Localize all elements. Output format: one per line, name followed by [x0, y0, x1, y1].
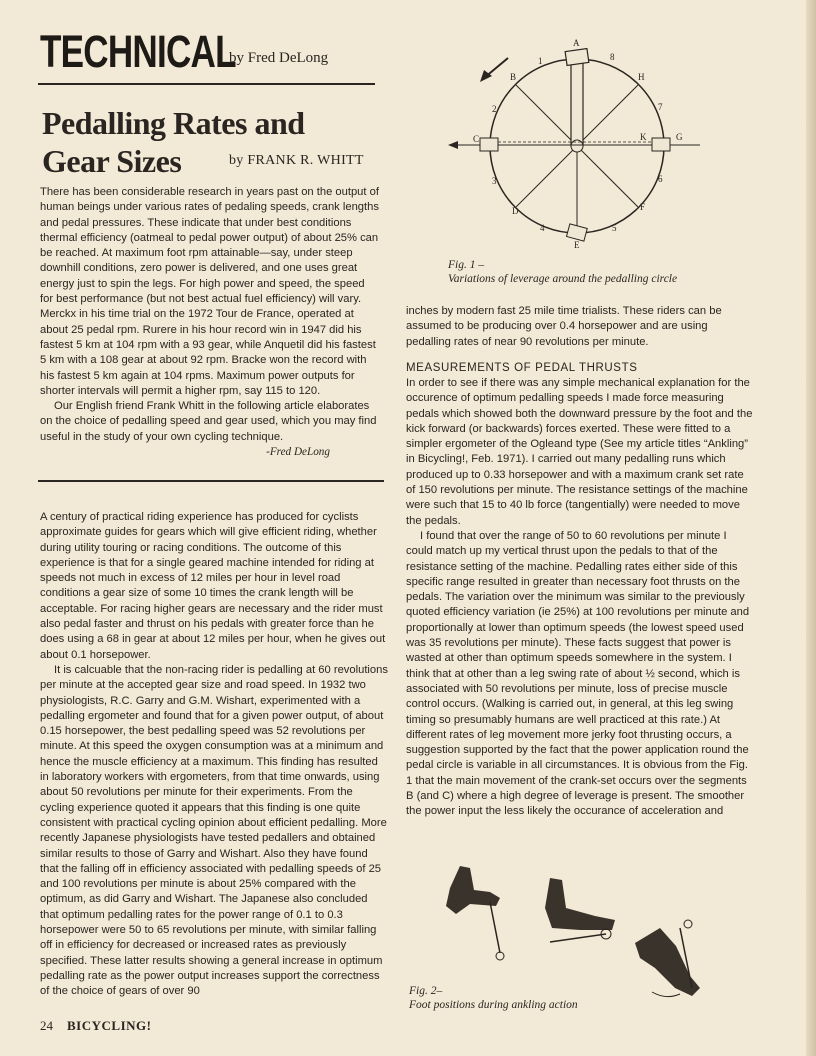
intro-paragraph-1: There has been considerable research in years past on the output of human beings under various rates of pedaling speeds, crank lengths and pedal pressures. These indicate that under best conditions thermal efficiency (oatmeal to pedal power output) of about 25% can be reached. At maximum foot rpm attainable—say, under steep downhill conditions, zero power is delivered, and one uses great energy just to spin the legs. For high power and speed, the speed for best performance (but not best actual fuel efficiency) will vary. Merckx in his time trial on the 1972 Tour de France, operated at about 25 pedal rpm. Rurere in his hour record win in 1947 did his fastest 5 km at 104 rpm with a 93 gear, while Anquetil did his fastest 5 km with a 108 gear at about 92 rpm. Bracke won the record with his fastest 5 km again at 104 rpms. Maximum power outputs for shorter intervals will permit a higher rpm, say 115 to 120.: [40, 186, 379, 397]
arrow-icon: [480, 58, 508, 82]
foot-icon-2: [545, 878, 615, 942]
crank-arm: [565, 49, 589, 152]
intro-rule: [38, 480, 384, 482]
publication-name: BICYCLING!: [67, 1018, 152, 1033]
figure-1-label: Fig. 1 –: [448, 259, 485, 271]
fig1-label-6: 6: [658, 174, 663, 184]
page-edge: [806, 0, 816, 1056]
fig1-label-c: C: [473, 134, 480, 144]
subheading: MEASUREMENTS OF PEDAL THRUSTS: [406, 362, 638, 374]
pedal-e: [566, 224, 587, 241]
pedal-g: [652, 138, 670, 151]
figure-2-caption: [409, 984, 578, 1012]
left-arrow-icon: [448, 141, 458, 149]
right-column: [406, 376, 754, 820]
fig1-label-k: K: [640, 132, 647, 142]
intro-paragraph-2-text: Our English friend Frank Whitt in the following article elaborates on the choice of pedalling speed and gear used, which you may find useful in the study of your own cycling technique.: [40, 400, 377, 443]
figure-2-label: Fig. 2–: [409, 985, 443, 997]
fig1-label-5: 5: [612, 223, 617, 233]
article-title-line2: Gear Sizes: [42, 143, 182, 179]
page-number: 24: [40, 1018, 53, 1033]
figure-1-caption-text: Variations of leverage around the pedalling circle: [448, 273, 678, 285]
fig1-label-h: H: [638, 72, 645, 82]
fig1-label-4: 4: [540, 223, 545, 233]
foot-icon-3: [635, 920, 700, 997]
right-column-top: [406, 304, 754, 350]
intro-paragraph-2: [40, 399, 380, 459]
section-title: TECHNICAL: [40, 26, 236, 77]
fig1-label-a: A: [573, 38, 580, 48]
fig1-label-e: E: [574, 240, 580, 250]
foot-icon-1: [446, 866, 504, 960]
fig1-label-3: 3: [492, 176, 497, 186]
left-paragraph-1: A century of practical riding experience has produced for cyclists approximate guides for gears which will give efficient riding, whether during utility touring or racing conditions. The outcome of this experience is that for a single geared machine intended for riding at speeds not much in excess of 12 miles per hour in level road conditions a gear size of some 10 times the crank length will be acceptable. For racing higher gears are necessary and the rider must also pedal faster and thrust on his pedals with greater force than he does using a 68 in gear at about 12 miles per hour, when he gives out about 0.1 horsepower.: [40, 511, 386, 661]
fig1-label-8: 8: [610, 52, 615, 62]
right-paragraph-1: inches by modern fast 25 mile time trialists. These riders can be assumed to be producing over 0.4 horsepower and are using pedalling rates of near 90 revolutions per minute.: [406, 305, 722, 348]
pedal-c: [480, 138, 498, 151]
article-byline: by FRANK R. WHITT: [229, 153, 364, 168]
fig1-label-2: 2: [492, 104, 497, 114]
figure-1-caption: [448, 258, 677, 286]
fig1-label-d: D: [512, 206, 519, 216]
fig1-label-1: 1: [538, 56, 543, 66]
left-column: [40, 510, 388, 1000]
right-paragraph-2: In order to see if there was any simple mechanical explanation for the occurence of optimum pedalling speeds I made force measuring pedals which showed both the downward pressure by the foot and the kick forward (or backwards) forces exerted. These were fitted to a simpler ergometer of the Ogleand type (See my article titles “Ankling” in Bicycling!, Feb. 1971). I carried out many pedalling runs which produced up to 0.33 horsepower and with a maximum crank set rate of 150 revolutions per minute. The resistance settings of the machine were such that 15 to 40 lb force (tangentially) were needed to move the pedals.: [406, 377, 753, 527]
section-byline: by Fred DeLong: [229, 50, 329, 66]
page-footer: [40, 1018, 151, 1034]
left-paragraph-2: It is calcuable that the non-racing rider is pedalling at 60 revolutions per minute at the accepted gear size and road speed. In 1932 two physiologists, R.C. Garry and G.M. Wishart, experimented with a pedalling ergometer and found that for a given power output, of about 0.15 horsepower, the best pedalling speed was 52 revolutions per minute. At this speed the oxygen consumption was at a minimum and hence the muscle efficiency at a maximum. This finding has resulted in laboratory workers with ergometers, from that time onwards, using about 50 revolutions per minute for their experiments. From the cycling experience quoted it appears that this finding is one quite consistent with practical cycling opinion about efficient pedalling. More recently Japanese physiologists have tested pedallers and obtained similar results to those of Garry and Wishart. Also they have found that the falling off in efficiency associated with pedalling speeds of 25 and 100 revolutions per minute is about 25% compared with the optimum, as did Garry and Wishart. The Japanese also concluded that optimum pedalling rates for the power range of 0.1 to 0.3 horsepower were 50 to 65 revolutions per minute, with similar falling off in efficiency for decreased or increased rates as previously specified. These latter results showing a general increase in optimum pedalling rate as the power output increases support the correctness of the choice of gears of over 90: [40, 663, 388, 998]
header-rule: [38, 83, 375, 85]
right-paragraph-3: I found that over the range of 50 to 60 revolutions per minute I could match up my vertical thrust upon the pedals to that of the resistance setting of the machine. Pedalling rates either side of this specific range resulted in greater than necessary foot thrusts on the pedals. The variation over the minimum was similar to the previously quoted efficiency variation (ie 25%) at 100 revolutions per minute and proportionally at lower than optimum speeds (the lowest speed used was 35 revolutions per minute). These facts suggest that power is wasted at other than optimum speeds somewhere in the system. I think that at other than a leg swing rate of about ½ second, which is associated with 50 revolutions per minute, loss of precise muscle control occurs. (Walking is carried out, in general, at this leg swing timing so presumably humans are well practiced at this rate.) At different rates of leg movement more jerky foot thrusting occurs, a suggestion supported by the fact that the power application round the pedal circle is variable in all circumstances. It is obvious from the Fig. 1 that the main movement of the crank-set occurs over the segments B (and C) where a high degree of leverage is present. The smoother the power input the less likely the occurance of acceleration and: [406, 529, 750, 818]
fig1-label-b: B: [510, 72, 517, 82]
intro-text: [40, 185, 380, 460]
article-title-line1: Pedalling Rates and: [42, 105, 305, 141]
fig1-label-f: F: [640, 202, 646, 212]
fig1-label-7: 7: [658, 102, 663, 112]
figure-1-pedal-circle: [440, 38, 720, 268]
fig1-label-g: G: [676, 132, 683, 142]
figure-2-caption-text: Foot positions during ankling action: [409, 999, 578, 1011]
intro-signature: -Fred DeLong: [266, 446, 330, 459]
